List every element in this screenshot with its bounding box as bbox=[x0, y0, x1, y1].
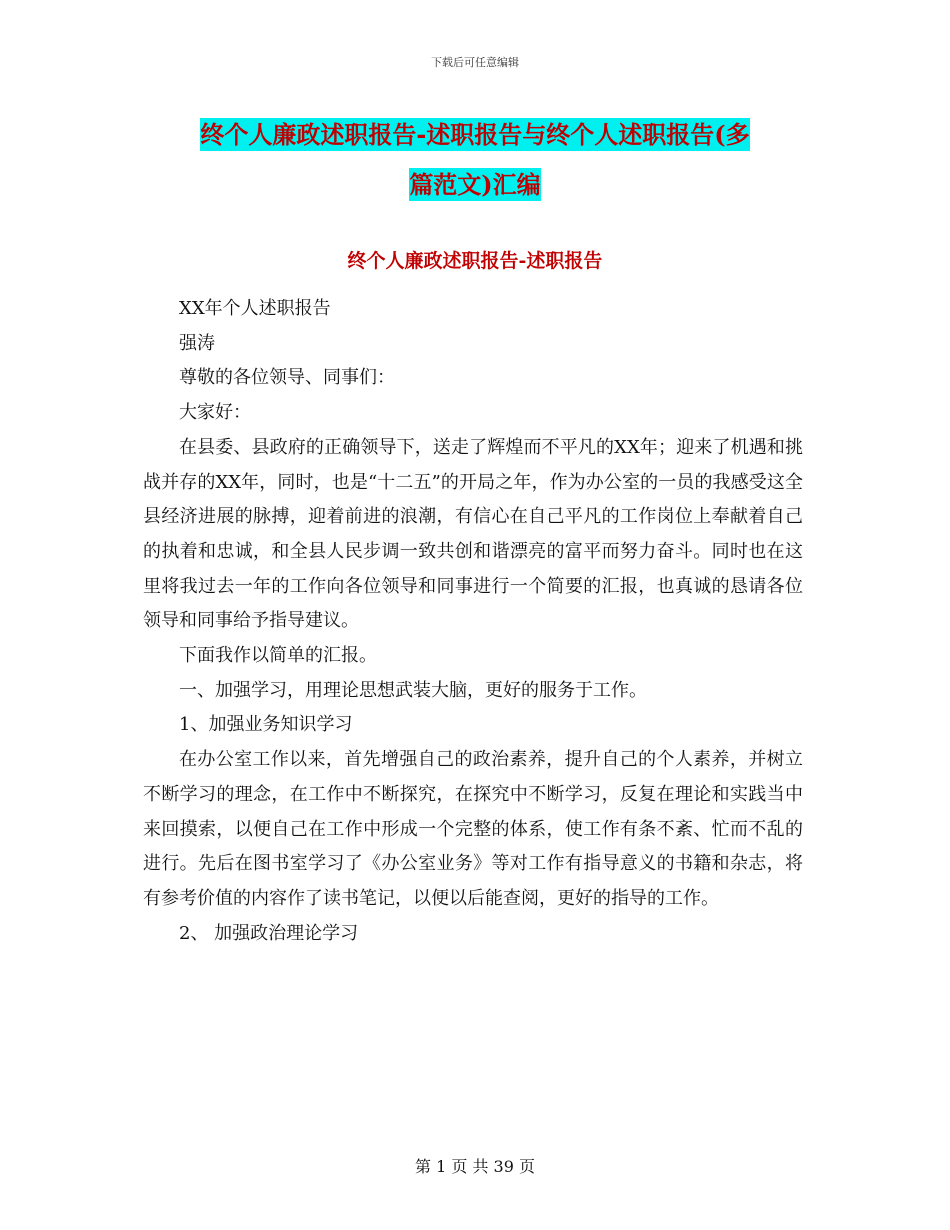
paragraph: 在县委、县政府的正确领导下，送走了辉煌而不平凡的XX年；迎来了机遇和挑战并存的XX年，同时，也是“十二五”的开局之年，作为办公室的一员的我感受这全县经济进展的脉搏，迎着前进的浪潮，有信心在自己平凡的工作岗位上奉献着自己的执着和忠诚，和全县人民步调一致共创和谐漂亮的富平而努力奋斗。同时也在这里将我过去一年的工作向各位领导和同事进行一个简要的汇报，也真诚的恳请各位领导和同事给予指导建议。 bbox=[143, 436, 803, 632]
document-title bbox=[145, 110, 805, 210]
header-note: 下载后可任意编辑 bbox=[431, 56, 519, 69]
paragraph: 2、 加强政治理论学习 bbox=[179, 922, 359, 944]
paragraph: 一、加强学习，用理论思想武装大脑，更好的服务于工作。 bbox=[179, 679, 647, 701]
paragraph: 尊敬的各位领导、同事们： bbox=[179, 367, 395, 389]
paragraph: 大家好： bbox=[179, 402, 251, 424]
page-number-footer: 第 1 页 共 39 页 bbox=[415, 1157, 535, 1176]
paragraph: 在办公室工作以来，首先增强自己的政治素养，提升自己的个人素养，并树立不断学习的理念，在工作中不断探究，在探究中不断学习，反复在理论和实践当中来回摸索，以便自己在工作中形成一个完整的体系，使工作有条不紊、忙而不乱的进行。先后在图书室学习了《办公室业务》等对工作有指导意义的书籍和杂志，将有参考价值的内容作了读书笔记，以便以后能查阅，更好的指导的工作。 bbox=[143, 749, 803, 909]
paragraph: 下面我作以简单的汇报。 bbox=[179, 645, 377, 667]
document-title-line-1: 终个人廉政述职报告-述职报告与终个人述职报告(多 bbox=[200, 120, 750, 149]
document-body bbox=[143, 292, 803, 951]
paragraph: 强涛 bbox=[179, 332, 215, 354]
document-title-line-2: 篇范文)汇编 bbox=[409, 170, 541, 199]
paragraph: 1、加强业务知识学习 bbox=[179, 714, 353, 736]
section-title: 终个人廉政述职报告-述职报告 bbox=[347, 250, 603, 272]
paragraph: XX年个人述职报告 bbox=[179, 298, 331, 319]
